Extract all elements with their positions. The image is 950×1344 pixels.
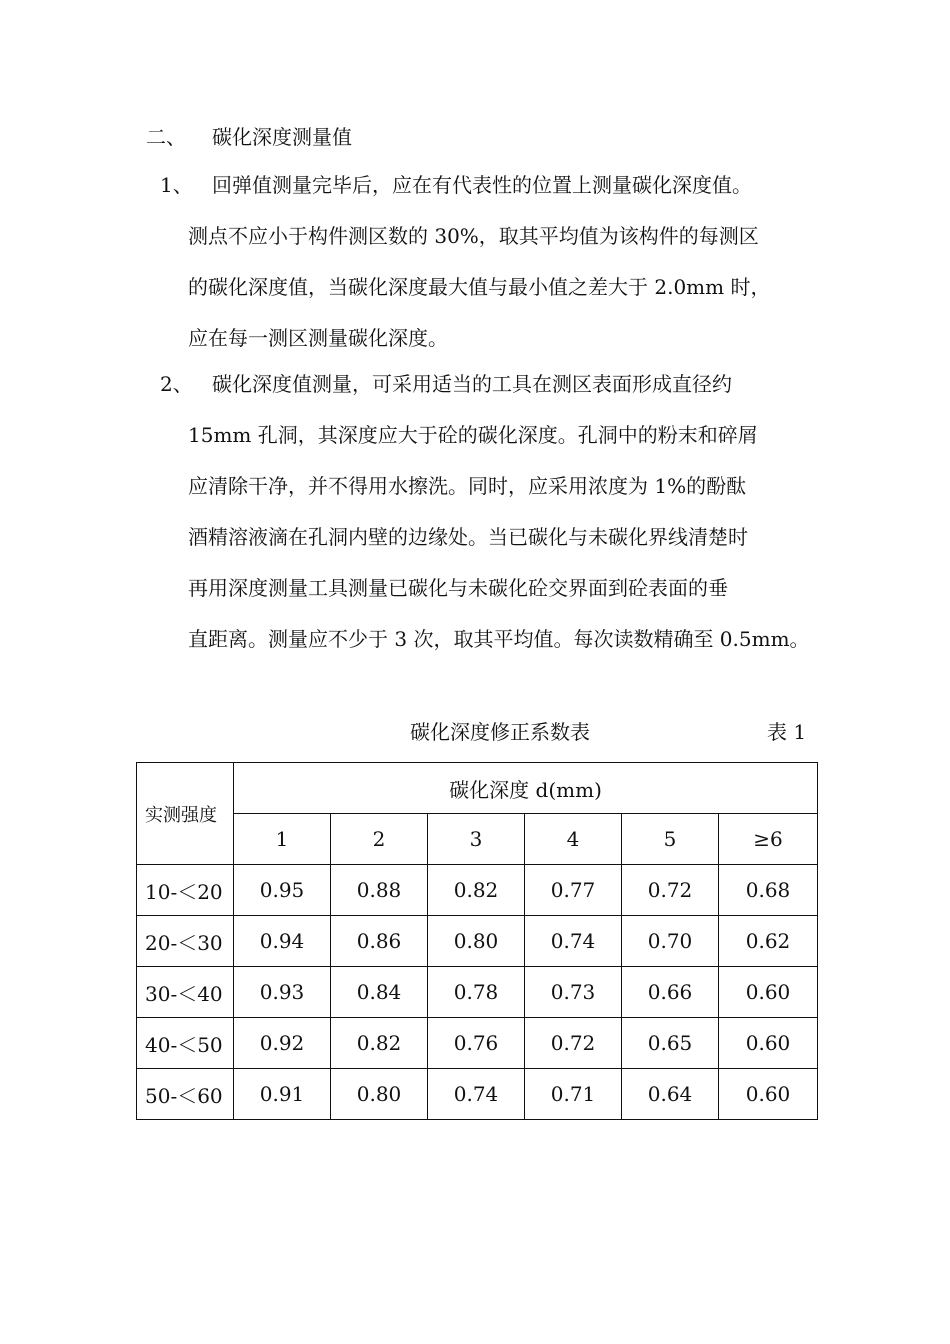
table-row — [137, 916, 818, 967]
table-cell: 0.66 — [622, 967, 719, 1018]
table-cell: 0.68 — [719, 865, 818, 916]
table-cell: 0.80 — [428, 916, 525, 967]
column-header: ≥6 — [719, 814, 818, 865]
list-item-number: 2、 — [160, 372, 193, 396]
table-cell: 0.76 — [428, 1018, 525, 1069]
table-cell: 0.91 — [234, 1069, 331, 1120]
table-cell: 0.70 — [622, 916, 719, 967]
table-cell: 0.60 — [719, 967, 818, 1018]
table-cell: 0.82 — [428, 865, 525, 916]
table-cell: 0.64 — [622, 1069, 719, 1120]
table-cell: 0.60 — [719, 1018, 818, 1069]
row-range: 30-＜40 — [137, 967, 234, 1018]
table-cell: 0.72 — [525, 1018, 622, 1069]
paragraph-line: 再用深度测量工具测量已碳化与未碳化砼交界面到砼表面的垂 — [188, 576, 728, 600]
table-cell: 0.74 — [428, 1069, 525, 1120]
paragraph-line: 的碳化深度值，当碳化深度最大值与最小值之差大于 2.0mm 时， — [188, 275, 771, 299]
section-title: 碳化深度测量值 — [212, 125, 352, 149]
paragraph-line: 直距离。测量应不少于 3 次，取其平均值。每次读数精确至 0.5mm。 — [188, 627, 810, 651]
paragraph-line: 酒精溶液滴在孔洞内壁的边缘处。当已碳化与未碳化界线清楚时 — [188, 525, 748, 549]
table-cell: 0.80 — [331, 1069, 428, 1120]
group-header-depth: 碳化深度 d(mm) — [234, 763, 818, 814]
table-cell: 0.95 — [234, 865, 331, 916]
correction-table — [136, 762, 818, 1120]
paragraph-line: 回弹值测量完毕后，应在有代表性的位置上测量碳化深度值。 — [212, 173, 752, 197]
table-row — [137, 967, 818, 1018]
column-header: 3 — [428, 814, 525, 865]
paragraph-line: 碳化深度值测量，可采用适当的工具在测区表面形成直径约 — [212, 372, 732, 396]
table-cell: 0.73 — [525, 967, 622, 1018]
table-cell: 0.71 — [525, 1069, 622, 1120]
table-cell: 0.78 — [428, 967, 525, 1018]
table-row — [137, 1069, 818, 1120]
column-header: 4 — [525, 814, 622, 865]
table-cell: 0.74 — [525, 916, 622, 967]
table-cell: 0.88 — [331, 865, 428, 916]
table-cell: 0.77 — [525, 865, 622, 916]
column-header: 1 — [234, 814, 331, 865]
column-header: 5 — [622, 814, 719, 865]
row-range: 40-＜50 — [137, 1018, 234, 1069]
table-cell: 0.60 — [719, 1069, 818, 1120]
table-cell: 0.94 — [234, 916, 331, 967]
paragraph-line: 测点不应小于构件测区数的 30%，取其平均值为该构件的每测区 — [188, 224, 759, 248]
section-number: 二、 — [146, 125, 186, 149]
row-range: 20-＜30 — [137, 916, 234, 967]
list-item-number: 1、 — [160, 173, 193, 197]
table-caption: 碳化深度修正系数表 — [410, 720, 590, 744]
table-row — [137, 1018, 818, 1069]
table-cell: 0.84 — [331, 967, 428, 1018]
row-range: 50-＜60 — [137, 1069, 234, 1120]
section-heading — [146, 122, 352, 152]
column-header-row — [137, 814, 818, 865]
table-cell: 0.86 — [331, 916, 428, 967]
row-header-strength: 实测强度 — [137, 763, 234, 865]
paragraph-line: 应在每一测区测量碳化深度。 — [188, 326, 448, 350]
paragraph-line: 应清除干净，并不得用水擦洗。同时，应采用浓度为 1%的酚酞 — [188, 474, 747, 498]
column-header: 2 — [331, 814, 428, 865]
table-cell: 0.65 — [622, 1018, 719, 1069]
table-cell: 0.92 — [234, 1018, 331, 1069]
table-number: 表 1 — [767, 720, 807, 744]
row-range: 10-＜20 — [137, 865, 234, 916]
table-cell: 0.93 — [234, 967, 331, 1018]
table-row — [137, 865, 818, 916]
table-cell: 0.82 — [331, 1018, 428, 1069]
table-cell: 0.72 — [622, 865, 719, 916]
table-cell: 0.62 — [719, 916, 818, 967]
paragraph-line: 15mm 孔洞，其深度应大于砼的碳化深度。孔洞中的粉末和碎屑 — [188, 423, 758, 447]
